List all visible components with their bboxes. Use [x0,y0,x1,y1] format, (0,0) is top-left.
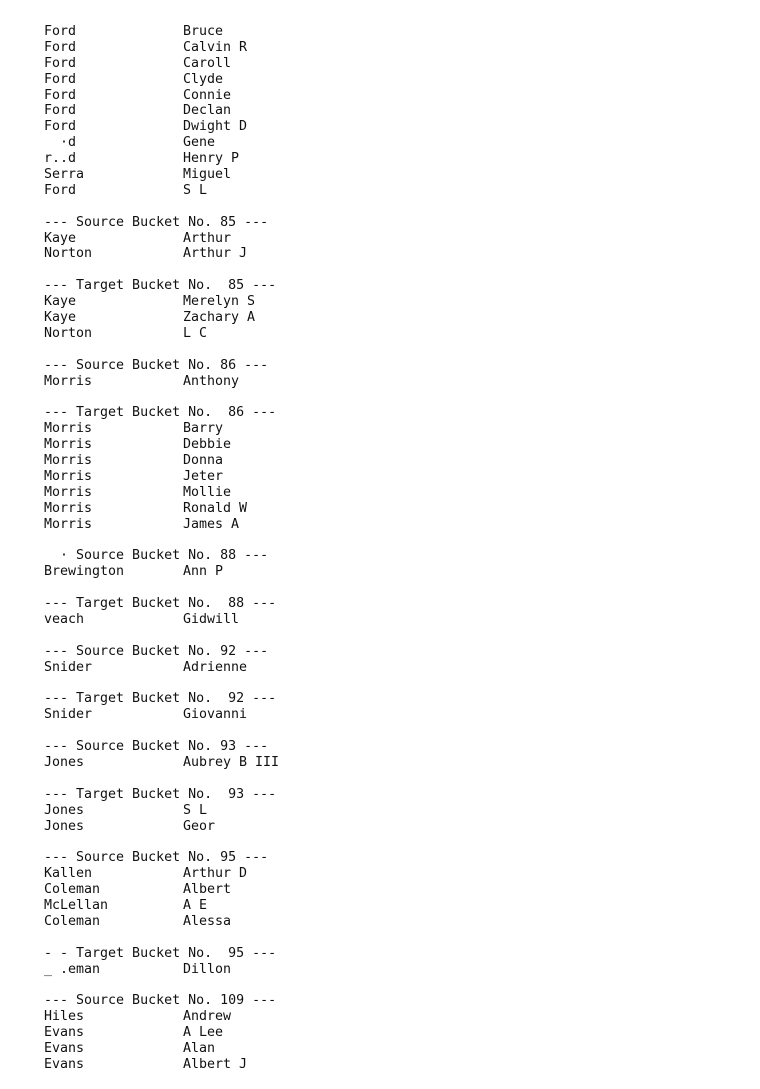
name-row [44,294,744,310]
name-row [44,485,744,501]
last-name: Jones [44,818,85,834]
last-name: _ .eman [44,961,101,977]
name-row [44,898,744,914]
first-name: Adrienne [183,659,248,675]
blank-line [44,262,744,278]
last-name: Morris [44,437,93,453]
last-name: Coleman [44,913,101,929]
first-name: Henry P [183,151,240,167]
blank-line [44,199,744,215]
bucket-header: --- Source Bucket No. 92 --- [44,643,269,659]
bucket-header: --- Source Bucket No. 93 --- [44,739,269,755]
name-row [44,1041,744,1057]
last-name: Norton [44,246,93,262]
name-row [44,517,744,533]
last-name: Norton [44,325,93,341]
last-name: r..d [44,151,77,167]
blank-line [44,771,744,787]
name-row [44,103,744,119]
last-name: Kaye [44,310,77,326]
name-row [44,501,744,517]
bucket-header: · Source Bucket No. 88 --- [44,548,269,564]
first-name: Clyde [183,71,224,87]
last-name: Kaye [44,294,77,310]
last-name: Kaye [44,230,77,246]
name-row [44,151,744,167]
name-row [44,40,744,56]
bucket-header: --- Target Bucket No. 85 --- [44,278,277,294]
last-name: Ford [44,119,77,135]
name-row [44,24,744,40]
last-name: Brewington [44,564,125,580]
blank-line [44,977,744,993]
name-row [44,72,744,88]
first-name: Arthur J [183,246,248,262]
name-row [44,1057,744,1073]
name-row [44,866,744,882]
last-name: Coleman [44,882,101,898]
first-name: Giovanni [183,707,248,723]
first-name: Declan [183,103,232,119]
blank-line [44,930,744,946]
name-row [44,374,744,390]
last-name: Ford [44,87,77,103]
name-row [44,819,744,835]
name-row [44,88,744,104]
first-name: Merelyn S [183,294,256,310]
first-name: Andrew [183,1009,232,1025]
name-row [44,707,744,723]
bucket-header: --- Source Bucket No. 86 --- [44,357,269,373]
name-row [44,437,744,453]
first-name: Anthony [183,373,240,389]
name-row [44,612,744,628]
first-name: Alan [183,1041,216,1056]
first-name: Gidwill [183,611,240,627]
first-name: Albert J [183,1056,248,1072]
last-name: Jones [44,802,85,818]
last-name: Morris [44,373,93,389]
first-name: Geor [183,818,216,834]
last-name: Ford [44,182,77,198]
bucket-header: --- Target Bucket No. 86 --- [44,405,277,421]
bucket-header: --- Target Bucket No. 92 --- [44,691,277,707]
first-name: Jeter [183,468,224,484]
first-name: Arthur [183,230,232,246]
blank-line [44,389,744,405]
name-row [44,119,744,135]
first-name: L C [183,325,208,341]
last-name: Evans [44,1056,85,1072]
last-name: Kallen [44,866,93,882]
last-name: McLellan [44,897,109,913]
first-name: Alessa [183,913,232,929]
last-name: Morris [44,421,93,437]
first-name: Caroll [183,55,232,71]
first-name: A E [183,897,208,913]
name-row [44,962,744,978]
last-name: Snider [44,707,93,723]
bucket-header: - - Target Bucket No. 95 --- [44,945,277,961]
first-name: Dillon [183,961,232,977]
first-name: Miguel [183,167,232,183]
last-name: Ford [44,71,77,87]
name-row [44,326,744,342]
name-row [44,1009,744,1025]
name-row [44,56,744,72]
name-row [44,914,744,930]
name-row [44,421,744,437]
first-name: A Lee [183,1025,224,1041]
last-name: Ford [44,55,77,71]
blank-line [44,580,744,596]
first-name: Arthur D [183,866,248,882]
last-name: Morris [44,484,93,500]
last-name: veach [44,611,85,627]
name-row [44,803,744,819]
last-name: Evans [44,1025,85,1041]
last-name: Hiles [44,1009,85,1025]
first-name: Gene [183,135,216,151]
name-row [44,755,744,771]
first-name: Donna [183,453,224,469]
first-name: Mollie [183,484,232,500]
first-name: Ronald W [183,500,248,516]
blank-line [44,834,744,850]
bucket-header: --- Source Bucket No. 95 --- [44,850,269,866]
last-name: Serra [44,167,85,183]
last-name: Morris [44,468,93,484]
bucket-header: --- Source Bucket No. 85 --- [44,214,269,230]
last-name: Snider [44,659,93,675]
last-name: Morris [44,516,93,532]
first-name: James A [183,516,240,532]
first-name: Aubrey B III [183,754,280,770]
name-row [44,135,744,151]
name-row [44,246,744,262]
last-name: Ford [44,103,77,119]
bucket-header: --- Target Bucket No. 93 --- [44,786,277,802]
name-row [44,469,744,485]
last-name: Jones [44,754,85,770]
last-name: ·d [44,135,77,151]
first-name: Dwight D [183,119,248,135]
bucket-listing [44,24,744,1073]
first-name: Zachary A [183,310,256,326]
first-name: Albert [183,882,232,898]
name-row [44,660,744,676]
first-name: Debbie [183,437,232,453]
first-name: Barry [183,421,224,437]
blank-line [44,533,744,549]
name-row [44,231,744,247]
name-row [44,167,744,183]
name-row [44,453,744,469]
blank-line [44,676,744,692]
name-row [44,882,744,898]
last-name: Evans [44,1041,85,1056]
last-name: Ford [44,39,77,55]
bucket-header: --- Target Bucket No. 88 --- [44,596,277,612]
first-name: Calvin R [183,39,248,55]
first-name: Ann P [183,564,224,580]
last-name: Morris [44,453,93,469]
first-name: S L [183,182,208,198]
bucket-header: --- Source Bucket No. 109 --- [44,993,277,1009]
first-name: S L [183,802,208,818]
last-name: Ford [44,24,77,39]
name-row [44,564,744,580]
name-row [44,1025,744,1041]
blank-line [44,628,744,644]
first-name: Connie [183,87,232,103]
last-name: Morris [44,500,93,516]
blank-line [44,342,744,358]
first-name: Bruce [183,24,224,39]
name-row [44,310,744,326]
name-row [44,183,744,199]
blank-line [44,723,744,739]
